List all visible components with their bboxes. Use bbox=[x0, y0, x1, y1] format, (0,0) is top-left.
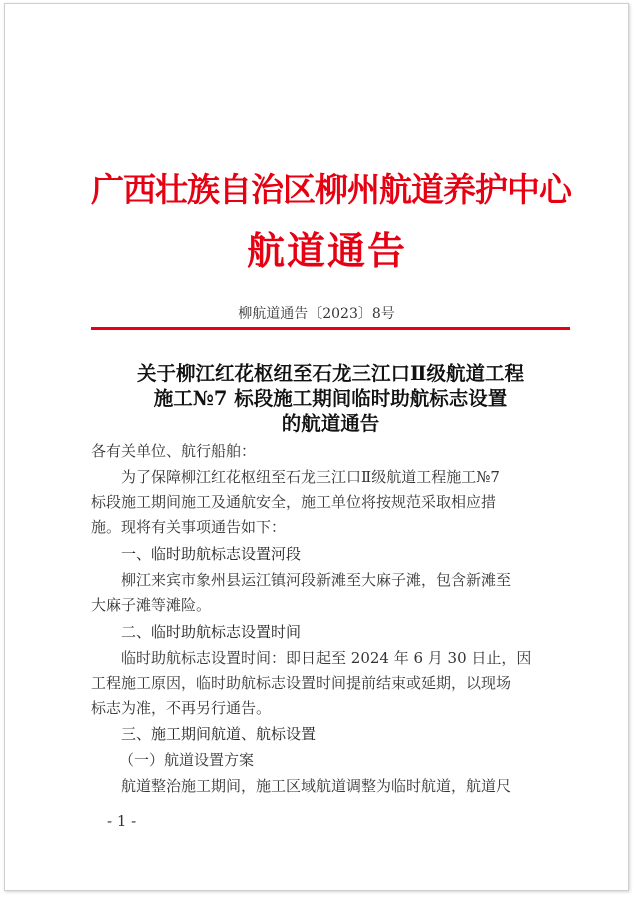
intro-line2: 标段施工期间施工及通航安全，施工单位将按规范采取相应措 bbox=[91, 493, 497, 511]
section2-line1: 临时助航标志设置时间：即日起至 2024 年 6 月 30 日止，因 bbox=[121, 649, 532, 667]
section1-line1: 柳江来宾市象州县运江镇河段新滩至大麻子滩，包含新滩至 bbox=[121, 571, 512, 589]
section1-line2: 大麻子滩等滩险。 bbox=[91, 596, 212, 614]
page-number: - 1 - bbox=[107, 812, 137, 830]
section2-line3: 标志为准，不再另行通告。 bbox=[91, 699, 272, 717]
subsection1-line1: 航道整治施工期间，施工区域航道调整为临时航道，航道尺 bbox=[121, 777, 512, 795]
intro-line3: 施。现将有关事项通告如下： bbox=[91, 518, 287, 536]
subsection1-heading: （一）航道设置方案 bbox=[119, 751, 255, 769]
doc-type-header: 航道通告 bbox=[247, 228, 408, 273]
section1-heading: 一、临时助航标志设置河段 bbox=[121, 545, 302, 563]
doc-title-line2: 施工№7 标段施工期间临时助航标志设置 bbox=[153, 387, 508, 410]
doc-title-line3: 的航道通告 bbox=[281, 412, 380, 435]
intro-line1: 为了保障柳江红花枢纽至石龙三江口Ⅱ级航道工程施工№7 bbox=[121, 468, 500, 486]
section3-heading: 三、施工期间航道、航标设置 bbox=[121, 725, 317, 743]
salutation: 各有关单位、航行船舶： bbox=[91, 442, 257, 460]
doc-title-line1: 关于柳江红花枢纽至石龙三江口Ⅱ级航道工程 bbox=[137, 362, 524, 385]
red-divider-line bbox=[91, 327, 570, 330]
section2-heading: 二、临时助航标志设置时间 bbox=[121, 623, 302, 641]
org-name-header: 广西壮族自治区柳州航道养护中心 bbox=[91, 170, 571, 209]
document-page bbox=[4, 3, 629, 891]
section2-line2: 工程施工原因，临时助航标志设置时间提前结束或延期，以现场 bbox=[91, 674, 512, 692]
doc-number: 柳航道通告〔2023〕8号 bbox=[238, 306, 395, 322]
